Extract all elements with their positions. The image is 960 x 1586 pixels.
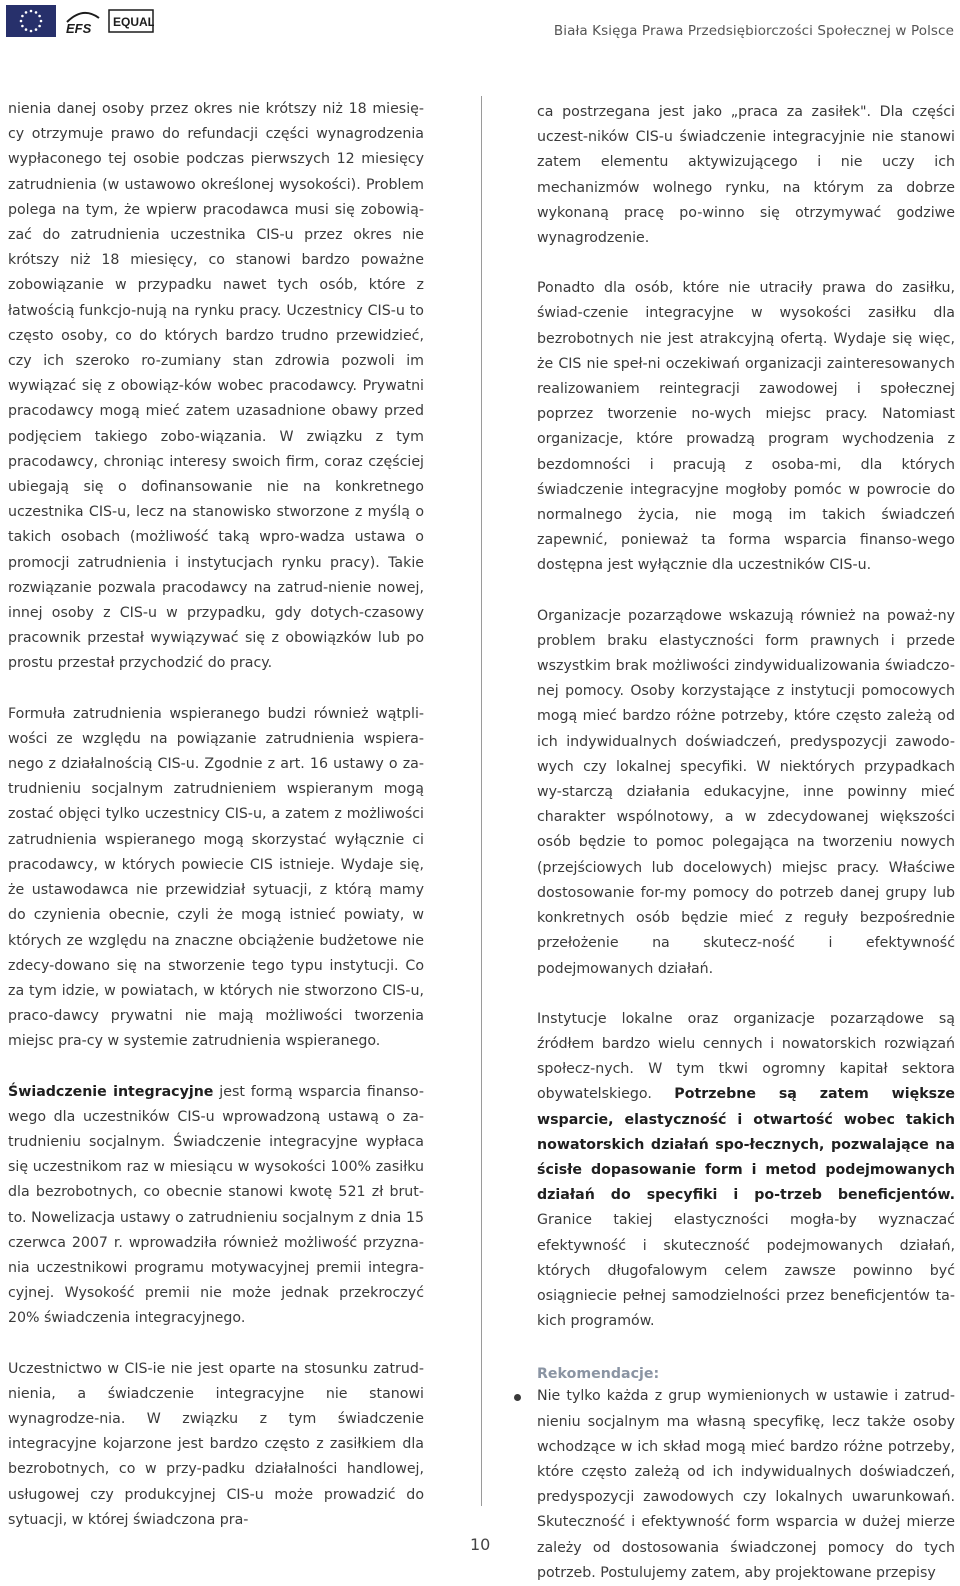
eu-flag-logo bbox=[6, 5, 56, 37]
list-item bbox=[537, 1384, 955, 1586]
equal-logo bbox=[108, 9, 154, 33]
institutions-emphasis: Potrzebne są zatem większe wsparcie, elastyczność i otwartość wobec takich nowatorskich działań spo-łecznych, pozwalające na ścisłe dopasowanie form i metod podejmowanych działań do specyfiki i po-trzeb beneficjentów. bbox=[537, 1086, 955, 1204]
benefit-paragraph bbox=[8, 1080, 424, 1332]
left-column bbox=[8, 97, 424, 1533]
efs-logo bbox=[64, 8, 102, 36]
benefit-term: Świadczenie integracyjne bbox=[8, 1083, 214, 1100]
bullet-icon bbox=[514, 1394, 521, 1401]
institutions-paragraph bbox=[537, 1007, 955, 1335]
right-column bbox=[537, 100, 955, 1586]
column-divider bbox=[481, 96, 482, 1506]
paragraph: Uczestnictwo w CIS-ie nie jest oparte na stosunku zatrud-nienia, a świadczenie integracyjne nie stanowi wynagrodze-nia. W związku z tym świadczenie integracyjne kojarzone jest bardzo często z zasiłkiem dla bezrobotnych, co w przy-padku działalności handlowej, usługowej czy produkcyjnej CIS-u może prowadzić do sytuacji, w której świadczona pra- bbox=[8, 1360, 424, 1528]
paragraph: Formuła zatrudnienia wspieranego budzi również wątpli-wości ze względu na powiązanie zatrudnienia wspiera-nego z działalnością CIS-u. Zgodnie z art. 16 ustawy o za-trudnieniu socjalnym zatrudnieniem wspieranym mogą zostać objęci tylko uczestnicy CIS-u, a zatem z możliwości zatrudnienia wspieranego mogą skorzystać wyłącznie ci pracodawcy, w których powiecie CIS istnieje. Wydaje się, że ustawodawca nie przewidział sytuacji, z którą mamy do czynienia obecnie, czyli że mogą istnieć powiaty, w których ze względu na znaczne obciążenie budżetowe nie zdecy-dowano się na stworzenie tego typu instytucji. Co za tym idzie, w powiatach, w których nie stworzono CIS-u, praco-dawcy prywatni nie mają możliwości tworzenia miejsc pra-cy w systemie zatrudnienia wspieranego. bbox=[8, 705, 424, 1050]
paragraph: ca postrzegana jest jako „praca za zasiłek". Dla części uczest-ników CIS-u świadczenie integracyjnie nie stanowi zatem elementu aktywizującego i nie uczy ich mechanizmów wolnego rynku, na którym za dobrze wykonaną pracę po-winno się otrzymywać godziwe wynagrodzenie. bbox=[537, 104, 955, 247]
paragraph: nienia danej osoby przez okres nie krótszy niż 18 miesię-cy otrzymuje prawo do refundacji części wynagrodzenia wypłaconego tej osobie podczas pierwszych 12 miesięcy zatrudnienia (w ustawowo określonej wysokości). Problem polega na tym, że wpierw pracodawca musi się zobowią-zać do zatrudnienia uczestnika CIS-u przez okres nie krótszy niż 18 miesięcy, co stanowi bardzo poważne zobowiązanie w przypadku nawet tych osób, które z łatwością funkcjo-nują na rynku pracy. Uczestnicy CIS-u to często osoby, co do których bardzo trudno przewidzieć, czy ich szeroko ro-zumiany stan zdrowia pozwoli im wywiązać się z obowiąz-ków wobec pracodawcy. Prywatni pracodawcy mogą mieć zatem uzasadnione obawy przed podjęciem takiego zobo-wiązania. W związku z tym pracodawcy, chroniąc interesy swoich firm, coraz częściej ubiegają się o dofinansowanie nie na konkretnego uczestnika CIS-u, lecz na stanowisko stworzone z myślą o takich osobach (możliwość taką wpro-wadza ustawa o promocji zatrudnienia i instytucjach rynku pracy). Takie rozwiązanie pozwala pracodawcy na zatrud-nienie nowej, innej osoby z CIS-u w przypadku, gdy dotych-czasowy pracownik przestał wywiązywać się z obowiązków lub po prostu przestał przychodzić do pracy. bbox=[8, 101, 424, 672]
benefit-text: jest formą wsparcia finanso-wego dla uczestników CIS-u wprowadzoną ustawą o za-trudnieniu socjalnym. Świadczenie integracyjne wypłaca się uczestnikom raz w miesiącu w wysokości 100% zasiłku dla bezrobotnych, co obecnie stanowi kwotę 521 zł brut-to. Nowelizacja ustawy o zatrudnieniu socjalnym z dnia 15 czerwca 2007 r. wprowadziła również możliwość przyzna-nia uczestnikowi programu motywacyjnej premii integra-cyjnej. Wysokość premii nie może jednak przekroczyć 20% świadczenia integracyjnego. bbox=[8, 1083, 424, 1327]
recommendations-heading: Rekomendacje: bbox=[537, 1366, 660, 1383]
recommendations-list bbox=[537, 1384, 955, 1586]
paragraph: Ponadto dla osób, które nie utraciły prawa do zasiłku, świad-czenie integracyjne w wysokości zasiłku dla bezrobotnych nie jest atrakcyjną ofertą. Wydaje się więc, że CIS nie speł-ni oczekiwań organizacji zainteresowanych realizowaniem reintegracji zawodowej i społecznej poprzez tworzenie no-wych miejsc pracy. Natomiast organizacje, które prowadzą program wychodzenia z bezdomności i pracują z osoba-mi, dla których świadczenie integracyjne mogłoby pomóc w powrocie do normalnego życia, nie mogą im takich świadczeń zapewnić, ponieważ ta forma wsparcia finanso-wego dostępna jest wyłącznie dla uczestników CIS-u. bbox=[537, 280, 955, 574]
recommendation-text: Nie tylko każda z grup wymienionych w ustawie i zatrud-nieniu socjalnym ma własną specyfikę, lecz także osoby wchodzące w ich skład mogą mieć bardzo różne potrzeby, które często zależą od ich indywidualnych doświadczeń, predyspozycji zawodowych czy lokalnych uwarunkowań. Skuteczność i efektywność form wsparcia w dużej mierze zależy od dostosowania świadczonej pomocy do tych potrzeb. Postulujemy zatem, aby projektowane przepisy bbox=[537, 1388, 955, 1581]
page-header bbox=[0, 0, 960, 50]
institutions-intro: Instytucje lokalne oraz organizacje pozarządowe są źródłem bardzo wielu cennych i nowatorskich rozwiązań społecz-nych. W tym tkwi ogromny kapitał sektora obywatelskiego. bbox=[537, 1010, 955, 1103]
paragraph: Organizacje pozarządowe wskazują również na poważ-ny problem braku elastyczności form prawnych i przede wszystkim brak możliwości zindywidualizowania świadczo-nej pomocy. Osoby korzystające z instytucji pomocowych mogą mieć bardzo różne potrzeby, które często zależą od ich indywidualnych doświadczeń, predyspozycji zawodo-wych czy lokalnej specyfiki. W niektórych przypadkach wy-starczą działania edukacyjne, inne powinny mieć charakter wspólnotowy, a w zdecydowanej większości osób będzie to pomoc polegająca na tworzeniu nowych (przejściowych lub docelowych) miejsc pracy. Właściwe dostosowanie for-my pomocy do potrzeb danej grupy lub konkretnych osób będzie mieć z reguły bezpośrednie przełożenie na skutecz-ność i efektywność podejmowanych działań. bbox=[537, 607, 955, 977]
page-number: 10 bbox=[470, 1535, 491, 1554]
running-title: Biała Księga Prawa Przedsiębiorczości Społecznej w Polsce bbox=[553, 23, 954, 39]
institutions-text: Granice takiej elastyczności mogła-by wyznaczać efektywność i skuteczność podejmowanych działań, których długofalowym celem zawsze powinno być osiągniecie pełnej samodzielności przez beneficjentów ta-kich programów. bbox=[537, 1212, 955, 1330]
svg-text:EQUAL: EQUAL bbox=[113, 15, 154, 29]
svg-text:EFS: EFS bbox=[66, 21, 92, 36]
